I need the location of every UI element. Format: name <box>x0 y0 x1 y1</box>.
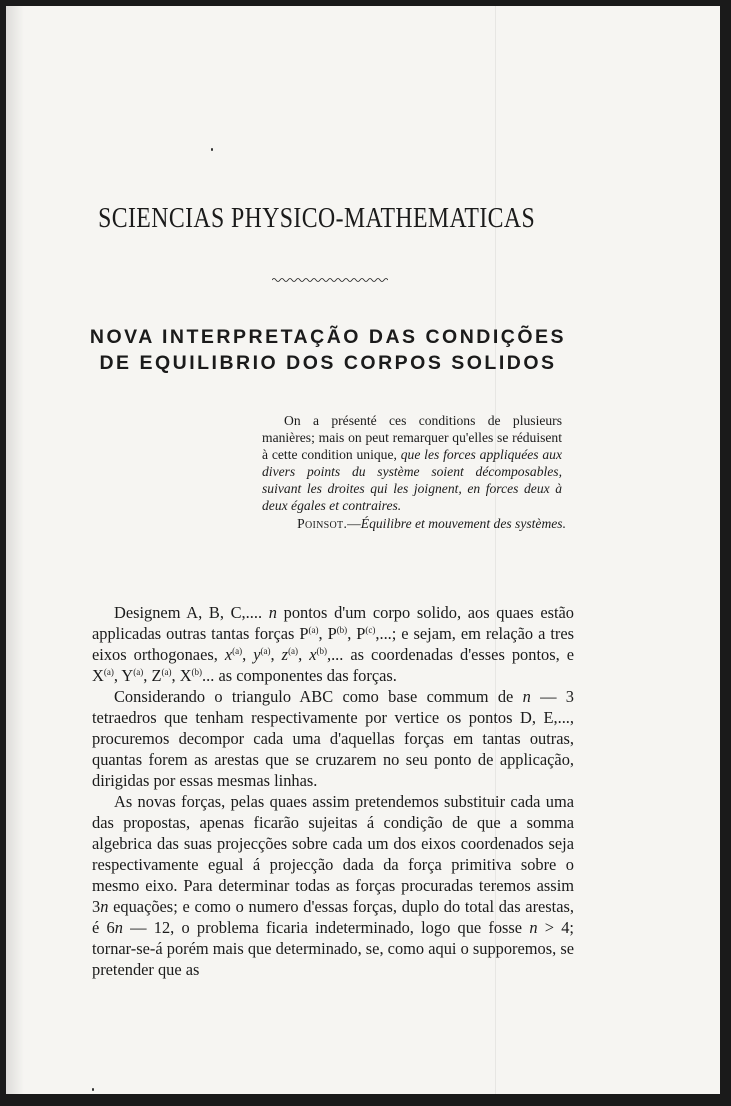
page-edge-shadow <box>6 6 24 1094</box>
article-title-line: DE EQUILIBRIO DOS CORPOS SOLIDOS <box>99 352 557 374</box>
paragraph: Designem A, B, C,.... n pontos d'um corpo solido, aos quaes estão applicadas outras tantas forças $P^{(a)}$, $P^{(b)}$, $P^{(c)}$,...; e sejam, em relação a tres eixos orthogonaes, $x^{(a)}$, $y^{(a)}$, $z^{(a)}$, $x^{(b)}$,... as coordenadas d'esses pontos, e $X^{(a)}$, $Y^{(a)}$, $Z^{(a)}$, $X^{(b)}$... as componentes das forças. <box>92 603 575 685</box>
body-text <box>92 602 574 980</box>
section-title: SCIENCIAS PHYSICO-MATHEMATICAS <box>98 202 536 234</box>
epigraph-author: Poinsot. <box>297 516 348 531</box>
ink-speck <box>211 148 213 151</box>
article-title-line: NOVA INTERPRETAÇÃO DAS CONDIÇÕES <box>89 326 567 348</box>
wavy-rule-icon <box>272 277 388 283</box>
article-title <box>6 324 720 376</box>
ink-speck <box>92 1088 94 1091</box>
paragraph: As novas forças, pelas quaes assim pretendemos substituir cada uma das propostas, apenas ficarão sujeitas á condição de que a somma algebrica das suas projecções sobre cada um dos eixos coordenados seja respectivamente egual á projecção dada da força primitiva sobre o mesmo eixo. Para determinar todas as forças procuradas teremos assim 3n equações; e como o numero d'essas forças, duplo do total das arestas, é 6n — 12, o problema ficaria indeterminado, logo que fosse n > 4; tornar-se-á porém mais que determinado, se, como aqui o supporemos, se pretender que as <box>92 792 574 979</box>
paragraph: Considerando o triangulo ABC como base commum de n — 3 tetraedros que tenham respectivamente por vertice os pontos D, E,..., procuremos decompor cada uma d'aquellas forças em tantas outras, quantas forem as arestas que se cruzarem no seu ponto de applicação, dirigidas por essas mesmas linhas. <box>92 687 574 790</box>
book-page <box>6 6 720 1094</box>
epigraph-work: Équilibre et mouvement des systèmes. <box>360 516 566 531</box>
epigraph-attribution: Poinsot.—Équilibre et mouvement des systèmes. <box>297 516 566 531</box>
epigraph-quote: On a présenté ces conditions de plusieurs manières; mais on peut remarquer qu'elles se réduisent à cette condition unique, que les forces appliquées aux divers points du système soient décomposables, suivant les droites qui les joignent, en forces deux à deux égales et contraires. <box>262 413 562 513</box>
